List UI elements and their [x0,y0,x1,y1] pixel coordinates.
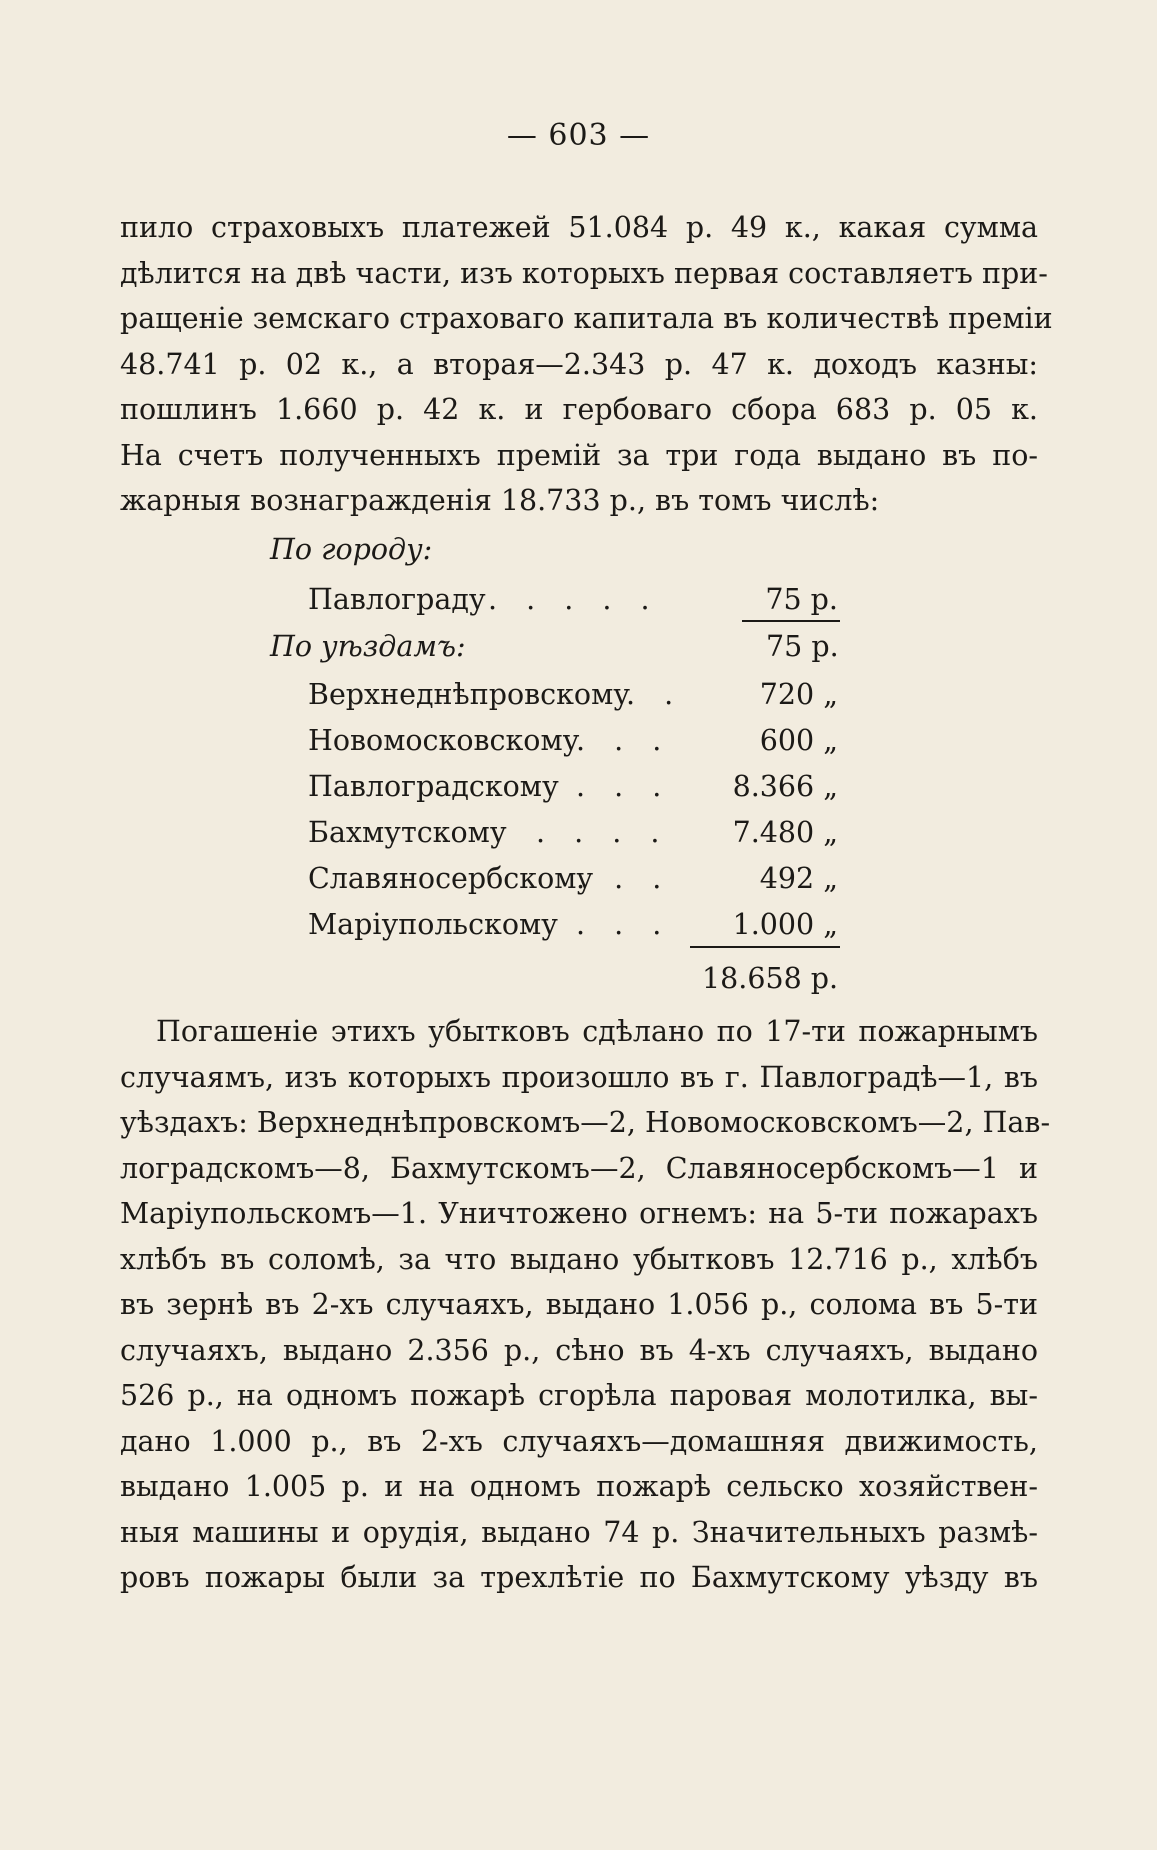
text-line: случаямъ, изъ которыхъ произошло въ г. Павлоградѣ—1, въ [120,1060,1038,1094]
row-name: Славяносербскому [308,862,594,895]
table-row [308,862,838,908]
row-dots: . . . . [536,816,670,849]
table-row [308,770,838,816]
row-value: 492 „ [759,862,838,895]
text-line: На счетъ полученныхъ премій за три года выдано въ по- [120,438,1038,472]
row-value: 1.000 „ [732,908,838,941]
text-line: въ зернѣ въ 2-хъ случаяхъ, выдано 1.056 р., солома въ 5-ти [120,1288,1038,1321]
row-name: Маріупольскому [308,908,558,941]
text-line: хлѣбъ въ соломѣ, за что выдано убытковъ 12.716 р., хлѣбъ [120,1242,1038,1276]
text-line: дѣлится на двѣ части, изъ которыхъ первая составляетъ при- [120,256,1048,290]
table-total: 18.658 р. [702,962,839,995]
text-line: Маріупольскомъ—1. Уничтожено огнемъ: на 5-ти пожарахъ [120,1197,1038,1230]
text-line: ныя машины и орудія, выдано 74 р. Значительныхъ размѣ- [120,1515,1038,1549]
districts-subtotal: 75 р. [766,630,839,663]
text-line: уѣздахъ: Верхнеднѣпровскомъ—2, Новомосковскомъ—2, Пав- [120,1106,1051,1139]
text-line: жарныя вознагражденія 18.733 р., въ томъ числѣ: [120,484,880,517]
subtotal-rule [742,620,840,622]
table-row [308,816,838,862]
row-value: 720 „ [759,678,838,711]
text-line: случаяхъ, выдано 2.356 р., сѣно въ 4-хъ случаяхъ, выдано [120,1333,1038,1367]
row-dots: . . . [576,908,672,941]
text-line: Погашеніе этихъ убытковъ сдѣлано по 17-ти пожарнымъ [156,1015,1038,1048]
text-line: 526 р., на одномъ пожарѣ сгорѣла паровая молотилка, вы- [120,1379,1038,1412]
text-line: ровъ пожары были за трехлѣтіе по Бахмутскому уѣзду въ [120,1561,1038,1594]
text-line: ращеніе земскаго страховаго капитала въ количествѣ преміи [120,302,1053,335]
row-name: Новомосковскому [308,724,580,757]
page-number: — 603 — [506,118,651,153]
row-dots: . . . . . [488,583,660,616]
text-line: лоградскомъ—8, Бахмутскомъ—2, Славяносербскомъ—1 и [120,1151,1038,1185]
paragraph-1 [120,205,1053,524]
table-row-city [308,583,838,629]
text-line: выдано 1.005 р. и на одномъ пожарѣ сельско хозяйствен- [120,1470,1038,1503]
row-dots: . . . [576,862,672,895]
row-dots: . . . [576,770,672,803]
row-value: 600 „ [759,724,838,757]
row-value: 8.366 „ [732,770,838,803]
paragraph-2 [120,1009,1051,1601]
table-row [308,678,838,724]
row-dots: . . [626,678,684,711]
row-name: Павлоградскому [308,770,559,803]
row-dots: . . . [576,724,672,757]
row-name: Павлограду [308,583,486,616]
heading-city: По городу: [270,533,433,566]
text-line: дано 1.000 р., въ 2-хъ случаяхъ—домашняя движимость, [120,1424,1038,1458]
row-name: Верхнеднѣпровскому [308,678,631,711]
text-line: 48.741 р. 02 к., а вторая—2.343 р. 47 к. доходъ казны: [120,347,1038,381]
total-rule [690,946,840,948]
row-value: 7.480 „ [732,816,838,849]
row-name: Бахмутскому [308,816,507,849]
text-line: пило страховыхъ платежей 51.084 р. 49 к., какая сумма [120,211,1038,244]
text-line: пошлинъ 1.660 р. 42 к. и гербоваго сбора 683 р. 05 к. [120,393,1038,426]
heading-districts: По уѣздамъ: [270,630,466,663]
table-row [308,724,838,770]
row-value: 75 р. [765,583,838,616]
